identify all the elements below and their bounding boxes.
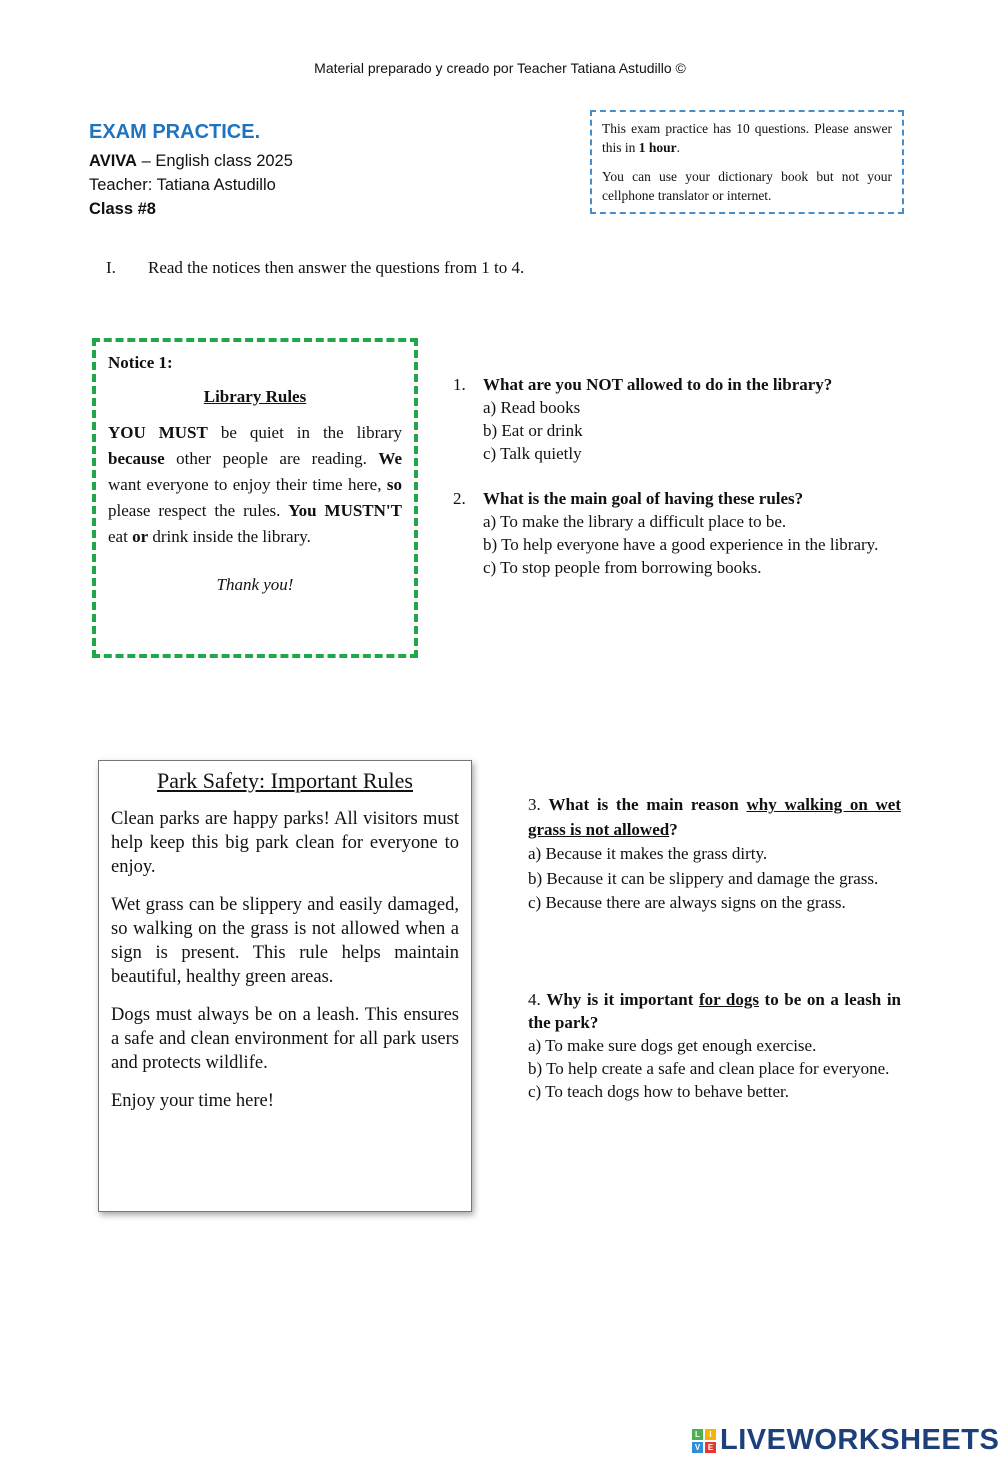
logo-cube: I: [705, 1429, 716, 1440]
text-segment: 1 hour: [638, 140, 677, 155]
option[interactable]: b) Eat or drink: [483, 421, 583, 440]
text-segment: Why is it important: [546, 990, 699, 1009]
question-number: 2.: [453, 489, 466, 508]
notice-label: Notice 1:: [108, 353, 173, 372]
question-2: [453, 487, 901, 579]
question-text: [483, 373, 832, 396]
text-segment: We: [378, 449, 402, 468]
question-number: 3.: [528, 795, 541, 814]
question-number: 1.: [453, 375, 466, 394]
logo-cubes-icon: [692, 1429, 716, 1453]
text-segment: please respect the rules.: [108, 501, 289, 520]
option[interactable]: a) To make sure dogs get enough exercise.: [528, 1036, 817, 1055]
exam-title: EXAM PRACTICE.: [89, 121, 261, 143]
instructions-p1: [602, 119, 892, 157]
logo-cube: L: [692, 1429, 703, 1440]
park-paragraph: Wet grass can be slippery and easily damaged, so walking on the grass is not allowed when a sign is present. This rule helps maintain beautiful, healthy green areas.: [111, 895, 459, 987]
instructions-p2: [602, 167, 892, 205]
text-segment: be quiet in the library: [207, 423, 402, 442]
text-segment: What are you NOT allowed to do in the library?: [483, 375, 833, 394]
text-segment: What is the main goal of having these rules?: [483, 489, 804, 508]
text-segment: for dogs: [698, 990, 759, 1009]
notice-park-safety: [98, 760, 472, 1212]
question-number: 4.: [528, 990, 541, 1009]
text-segment: What is the main reason: [548, 795, 747, 814]
logo-text: LIVEWORKSHEETS: [720, 1424, 1000, 1456]
option[interactable]: c) To stop people from borrowing books.: [483, 558, 762, 577]
option[interactable]: a) Because it makes the grass dirty.: [528, 844, 768, 863]
option[interactable]: b) To help create a safe and clean place for everyone.: [528, 1059, 890, 1078]
teacher-name: Teacher: Tatiana Astudillo: [89, 176, 276, 194]
option[interactable]: c) Because there are always signs on the grass.: [528, 893, 846, 912]
section-text: Read the notices then answer the questions from 1 to 4.: [148, 258, 525, 277]
notice-library-rules: [92, 338, 418, 658]
park-paragraph: Clean parks are happy parks! All visitors must help keep this big park clean for everyone to enjoy.: [111, 809, 459, 877]
credit-line: Material preparado y creado por Teacher Tatiana Astudillo ©: [314, 60, 686, 76]
question-text: [483, 487, 803, 510]
logo-cube: V: [692, 1442, 703, 1453]
park-paragraph: Dogs must always be on a leash. This ensures a safe and clean environment for all park users and protects wildlife.: [111, 1005, 459, 1073]
question-3: [528, 793, 901, 916]
org-name: AVIVA: [89, 152, 137, 170]
section-number: I.: [106, 258, 116, 277]
park-title: Park Safety: Important Rules: [156, 768, 413, 793]
text-segment: or: [132, 527, 149, 546]
text-segment: This exam practice has 10 questions. Please answer this in: [602, 121, 892, 155]
liveworksheets-logo: [692, 1424, 999, 1457]
text-segment: ?: [669, 819, 678, 839]
park-paragraph: Enjoy your time here!: [111, 1091, 274, 1111]
notice-body: [108, 420, 402, 550]
text-segment: drink inside the library.: [148, 527, 311, 546]
option[interactable]: b) Because it can be slippery and damage the grass.: [528, 868, 879, 888]
section-heading: [106, 258, 524, 278]
text-segment: why walking on wet grass is not allowed: [528, 795, 902, 839]
text-segment: so: [386, 475, 402, 494]
text-segment: want everyone to enjoy their time here,: [108, 475, 387, 494]
option[interactable]: a) To make the library a difficult place to be.: [483, 512, 787, 531]
text-segment: You MUSTN'T: [288, 501, 402, 520]
option[interactable]: c) Talk quietly: [483, 444, 582, 463]
text-segment: other people are reading.: [164, 449, 379, 468]
question-text: [528, 990, 901, 1032]
notice-thanks: Thank you!: [216, 575, 294, 594]
question-text: [528, 795, 901, 839]
option[interactable]: c) To teach dogs how to behave better.: [528, 1082, 789, 1101]
question-4: [528, 988, 901, 1103]
text-segment: .: [676, 140, 681, 155]
text-segment: You can use your dictionary book but not your cellphone translator or internet.: [602, 169, 892, 203]
option[interactable]: a) Read books: [483, 398, 581, 417]
course-name: – English class 2025: [136, 152, 293, 170]
option[interactable]: b) To help everyone have a good experience in the library.: [483, 535, 879, 554]
text-segment: eat: [108, 527, 133, 546]
question-1: [453, 373, 901, 465]
text-segment: because: [108, 449, 165, 468]
exam-header: [89, 120, 293, 221]
instructions-box: [590, 110, 904, 214]
class-number: Class #8: [89, 200, 156, 218]
text-segment: to be on a leash in the park?: [528, 990, 902, 1032]
text-segment: YOU MUST: [108, 423, 208, 442]
notice-title: Library Rules: [203, 387, 307, 406]
logo-cube: E: [705, 1442, 716, 1453]
